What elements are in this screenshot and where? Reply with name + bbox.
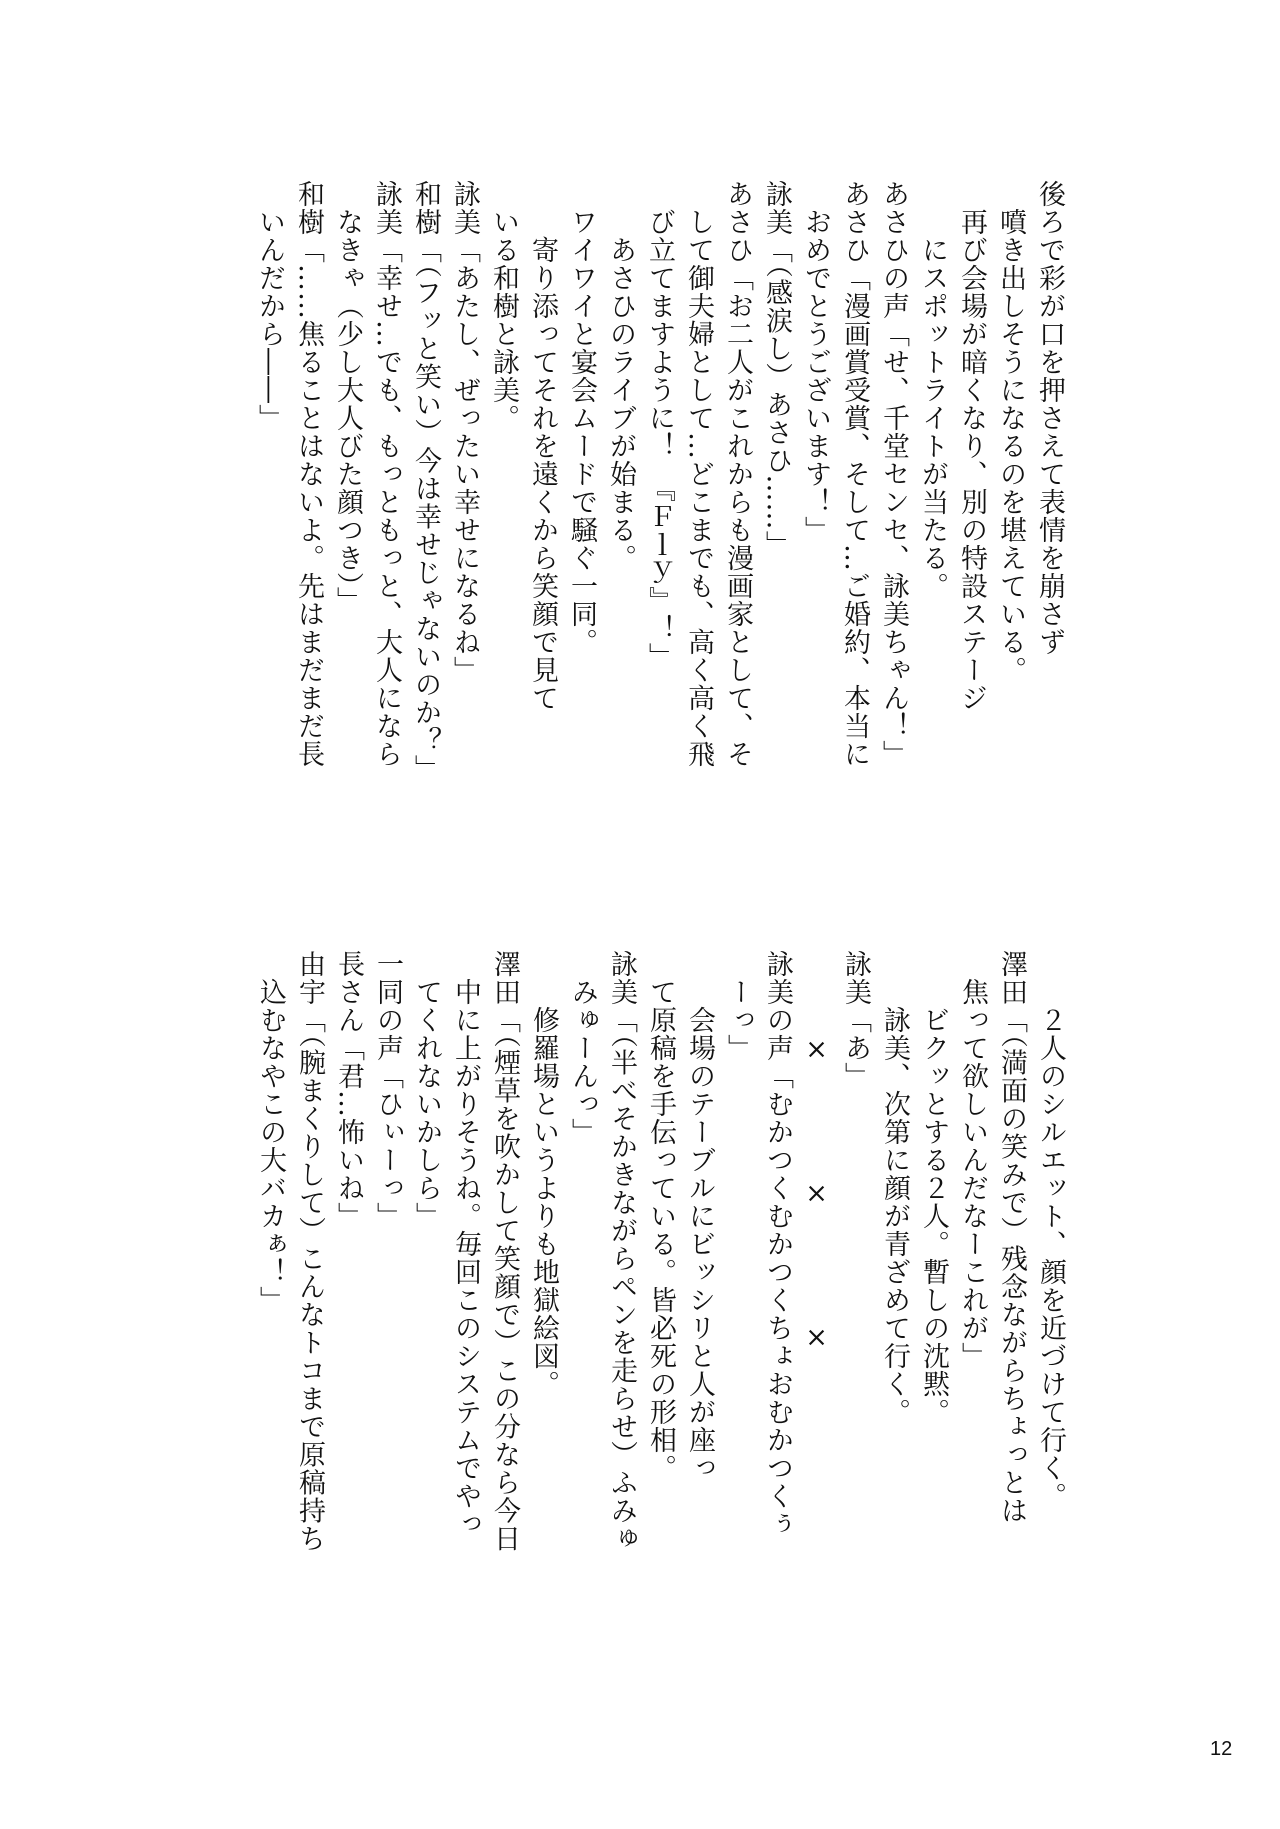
text-line: ーっ」 [723, 978, 754, 1062]
script-block-bottom [251, 950, 1070, 1553]
text-line: あさひ「漫画賞受賞、そして…ご婚約、本当に [839, 180, 870, 768]
text-line: て原稿を手伝っている。皆必死の形相。 [645, 978, 676, 1482]
script-block-top [250, 180, 1069, 783]
text-line: 詠美「あたし、ぜったい幸せになるね」 [449, 180, 480, 684]
text-line: 込むなやこの大バカぁ！」 [255, 978, 286, 1314]
text-line: 一同の声「ひぃーっ」 [372, 950, 403, 1230]
text-line: 詠美の声「むかつくむかつくちょおむかつくぅ [762, 950, 793, 1538]
text-line: 詠美「幸せ…でも、もっともっと、大人になら [371, 180, 402, 768]
text-line: にスポットライトが当たる。 [917, 236, 948, 600]
scene-break: × × × [801, 1034, 832, 1354]
text-line: び立てますように！ 『Ｆｌｙ』！」 [644, 208, 675, 671]
text-line: して御夫婦として…どこまでも、高く高く飛 [683, 208, 714, 768]
text-line: 長さん「君…怖いね」 [333, 950, 364, 1230]
text-line: 後ろで彩が口を押さえて表情を崩さず [1034, 180, 1065, 656]
text-line: 噴き出しそうになるのを堪えている。 [995, 208, 1026, 684]
text-line: あさひのライブが始まる。 [605, 236, 636, 572]
page-number: 12 [1210, 1738, 1233, 1760]
text-line: 澤田「（煙草を吹かして笑顔で）この分なら今日 [489, 950, 520, 1553]
text-line: 詠美、次第に顔が青ざめて行く。 [879, 1006, 910, 1426]
text-line: ビクッとする２人。暫しの沈黙。 [918, 1006, 949, 1426]
text-line: 和樹「（フッと笑い）今は幸せじゃないのか？」 [410, 180, 441, 783]
text-line: いる和樹と詠美。 [488, 208, 519, 432]
text-line: 詠美「（感涙し）あさひ……」 [761, 180, 792, 559]
text-line: 詠美「（半べそかきながらペンを走らせ）ふみゅ [606, 950, 637, 1553]
text-line: 詠美「あ」 [840, 950, 871, 1090]
text-line: あさひの声「せ、千堂センセ、詠美ちゃん！」 [878, 180, 909, 768]
text-line: 寄り添ってそれを遠くから笑顔で見て [527, 236, 558, 712]
text-line: 会場のテーブルにビッシリと人が座っ [684, 1006, 715, 1482]
text-line: おめでとうございます！」 [800, 208, 831, 544]
text-line: 修羅場というよりも地獄絵図。 [528, 1006, 559, 1398]
text-line: ワイワイと宴会ムードで騒ぐ一同。 [566, 208, 597, 656]
text-line: ２人のシルエット、顔を近づけて行く。 [1035, 1006, 1066, 1510]
text-line: みゅーんっ」 [567, 978, 598, 1146]
text-line: 和樹「……焦ることはないよ。先はまだまだ長 [293, 180, 324, 768]
text-line: 再び会場が暗くなり、別の特設ステージ [956, 208, 987, 712]
text-line: いんだから――」 [254, 208, 285, 432]
text-line: 由宇「（腕まくりして）こんなトコまで原稿持ち [294, 950, 325, 1553]
text-line: あさひ「お二人がこれからも漫画家として、そ [722, 180, 753, 768]
text-line: 焦って欲しいんだなーこれが」 [957, 978, 988, 1370]
text-line: てくれないかしら」 [411, 978, 442, 1230]
text-line: 澤田「（満面の笑みで）残念ながらちょっとは [996, 950, 1027, 1525]
text-line: なきゃ（少し大人びた顔つき）」 [332, 208, 363, 615]
text-line: 中に上がりそうね。毎回このシステムでやっ [450, 978, 481, 1538]
